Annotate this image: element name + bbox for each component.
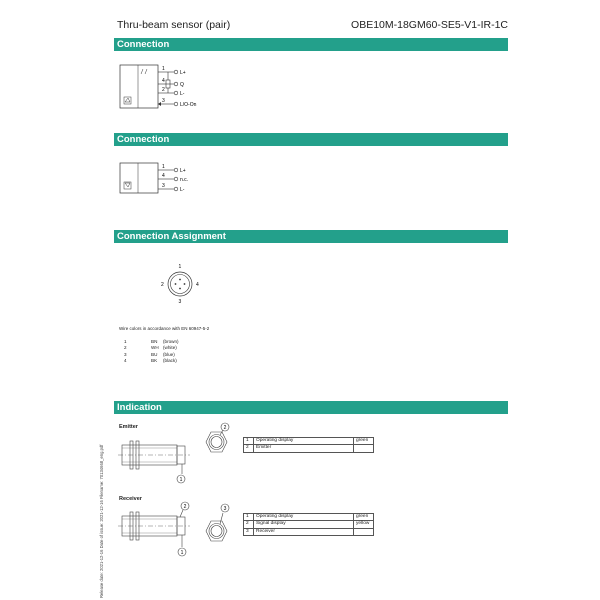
emitter-front-view	[198, 418, 238, 468]
table-row: 1 BN (brown)	[124, 339, 179, 344]
pin-number: 4	[162, 173, 165, 179]
pin-number: 1	[162, 164, 165, 170]
receiver-indication-table	[243, 513, 374, 536]
wire-color-note: Wire colors in accordance with EN 60947-5-2	[119, 326, 210, 331]
receiver-side-view	[118, 498, 198, 563]
table-row: 1 Operating display green	[244, 514, 374, 521]
pin-label: 2	[161, 282, 164, 288]
terminal-label: n.c.	[180, 177, 189, 183]
pin-number: 2	[162, 87, 165, 93]
connector-pinout	[160, 260, 205, 305]
document-title: Thru-beam sensor (pair)	[117, 19, 231, 31]
model-number: OBE10M-18GM60-SE5-V1-IR-1C	[351, 19, 508, 31]
emitter-indication-table	[243, 437, 374, 453]
callout-number: 1	[180, 550, 184, 556]
section-bar-connection-assignment: Connection Assignment	[114, 230, 508, 243]
table-row: 2 Signal display yellow	[244, 521, 374, 528]
pin-label: 3	[178, 299, 182, 305]
table-row: 3 BU (blue)	[124, 351, 175, 357]
connection-diagram-emitter	[110, 158, 220, 198]
section-bar-connection: Connection	[114, 38, 508, 51]
emitter-heading: Emitter	[119, 424, 138, 430]
table-row: 4 BK (black)	[124, 357, 177, 363]
emitter-side-view	[118, 438, 198, 488]
pin-label: 1	[178, 264, 182, 270]
receiver-heading: Receiver	[119, 496, 142, 502]
table-row: 3 Receiver	[244, 528, 374, 535]
callout-number: 2	[183, 504, 187, 510]
pin-number: 3	[162, 183, 165, 189]
photo-receiver-symbol	[124, 97, 131, 104]
terminal-label: L-	[180, 187, 185, 193]
section-bar-connection-2: Connection	[114, 133, 508, 146]
wire-color-table	[124, 339, 179, 364]
pin-number: 4	[162, 78, 165, 84]
pin-number: 1	[162, 66, 165, 72]
connection-diagram-receiver	[110, 60, 220, 115]
table-row: 2 WH (white)	[124, 345, 177, 351]
terminal-label: L-	[180, 91, 185, 97]
release-note: Release date: 2021-12-16 Date of issue: 2021-12-16 Filename: 70134668_eng.pdf	[99, 444, 104, 598]
callout-number: 3	[223, 506, 227, 512]
terminal-label: L/O-On	[180, 102, 197, 108]
callout-number: 2	[223, 425, 227, 431]
pin-number: 3	[162, 98, 165, 104]
callout-number: 1	[179, 477, 183, 483]
switch-symbol	[141, 69, 147, 74]
emitter-symbol	[124, 182, 131, 189]
terminal-label: L+	[180, 168, 186, 174]
receiver-front-view	[198, 498, 238, 548]
section-bar-indication: Indication	[114, 401, 508, 414]
pin-label: 4	[196, 282, 199, 288]
table-row: 1 Operating display green	[244, 438, 374, 445]
terminal-label: Q	[180, 82, 184, 88]
table-row: 2 Emitter	[244, 445, 374, 452]
terminal-label: L+	[180, 70, 186, 76]
